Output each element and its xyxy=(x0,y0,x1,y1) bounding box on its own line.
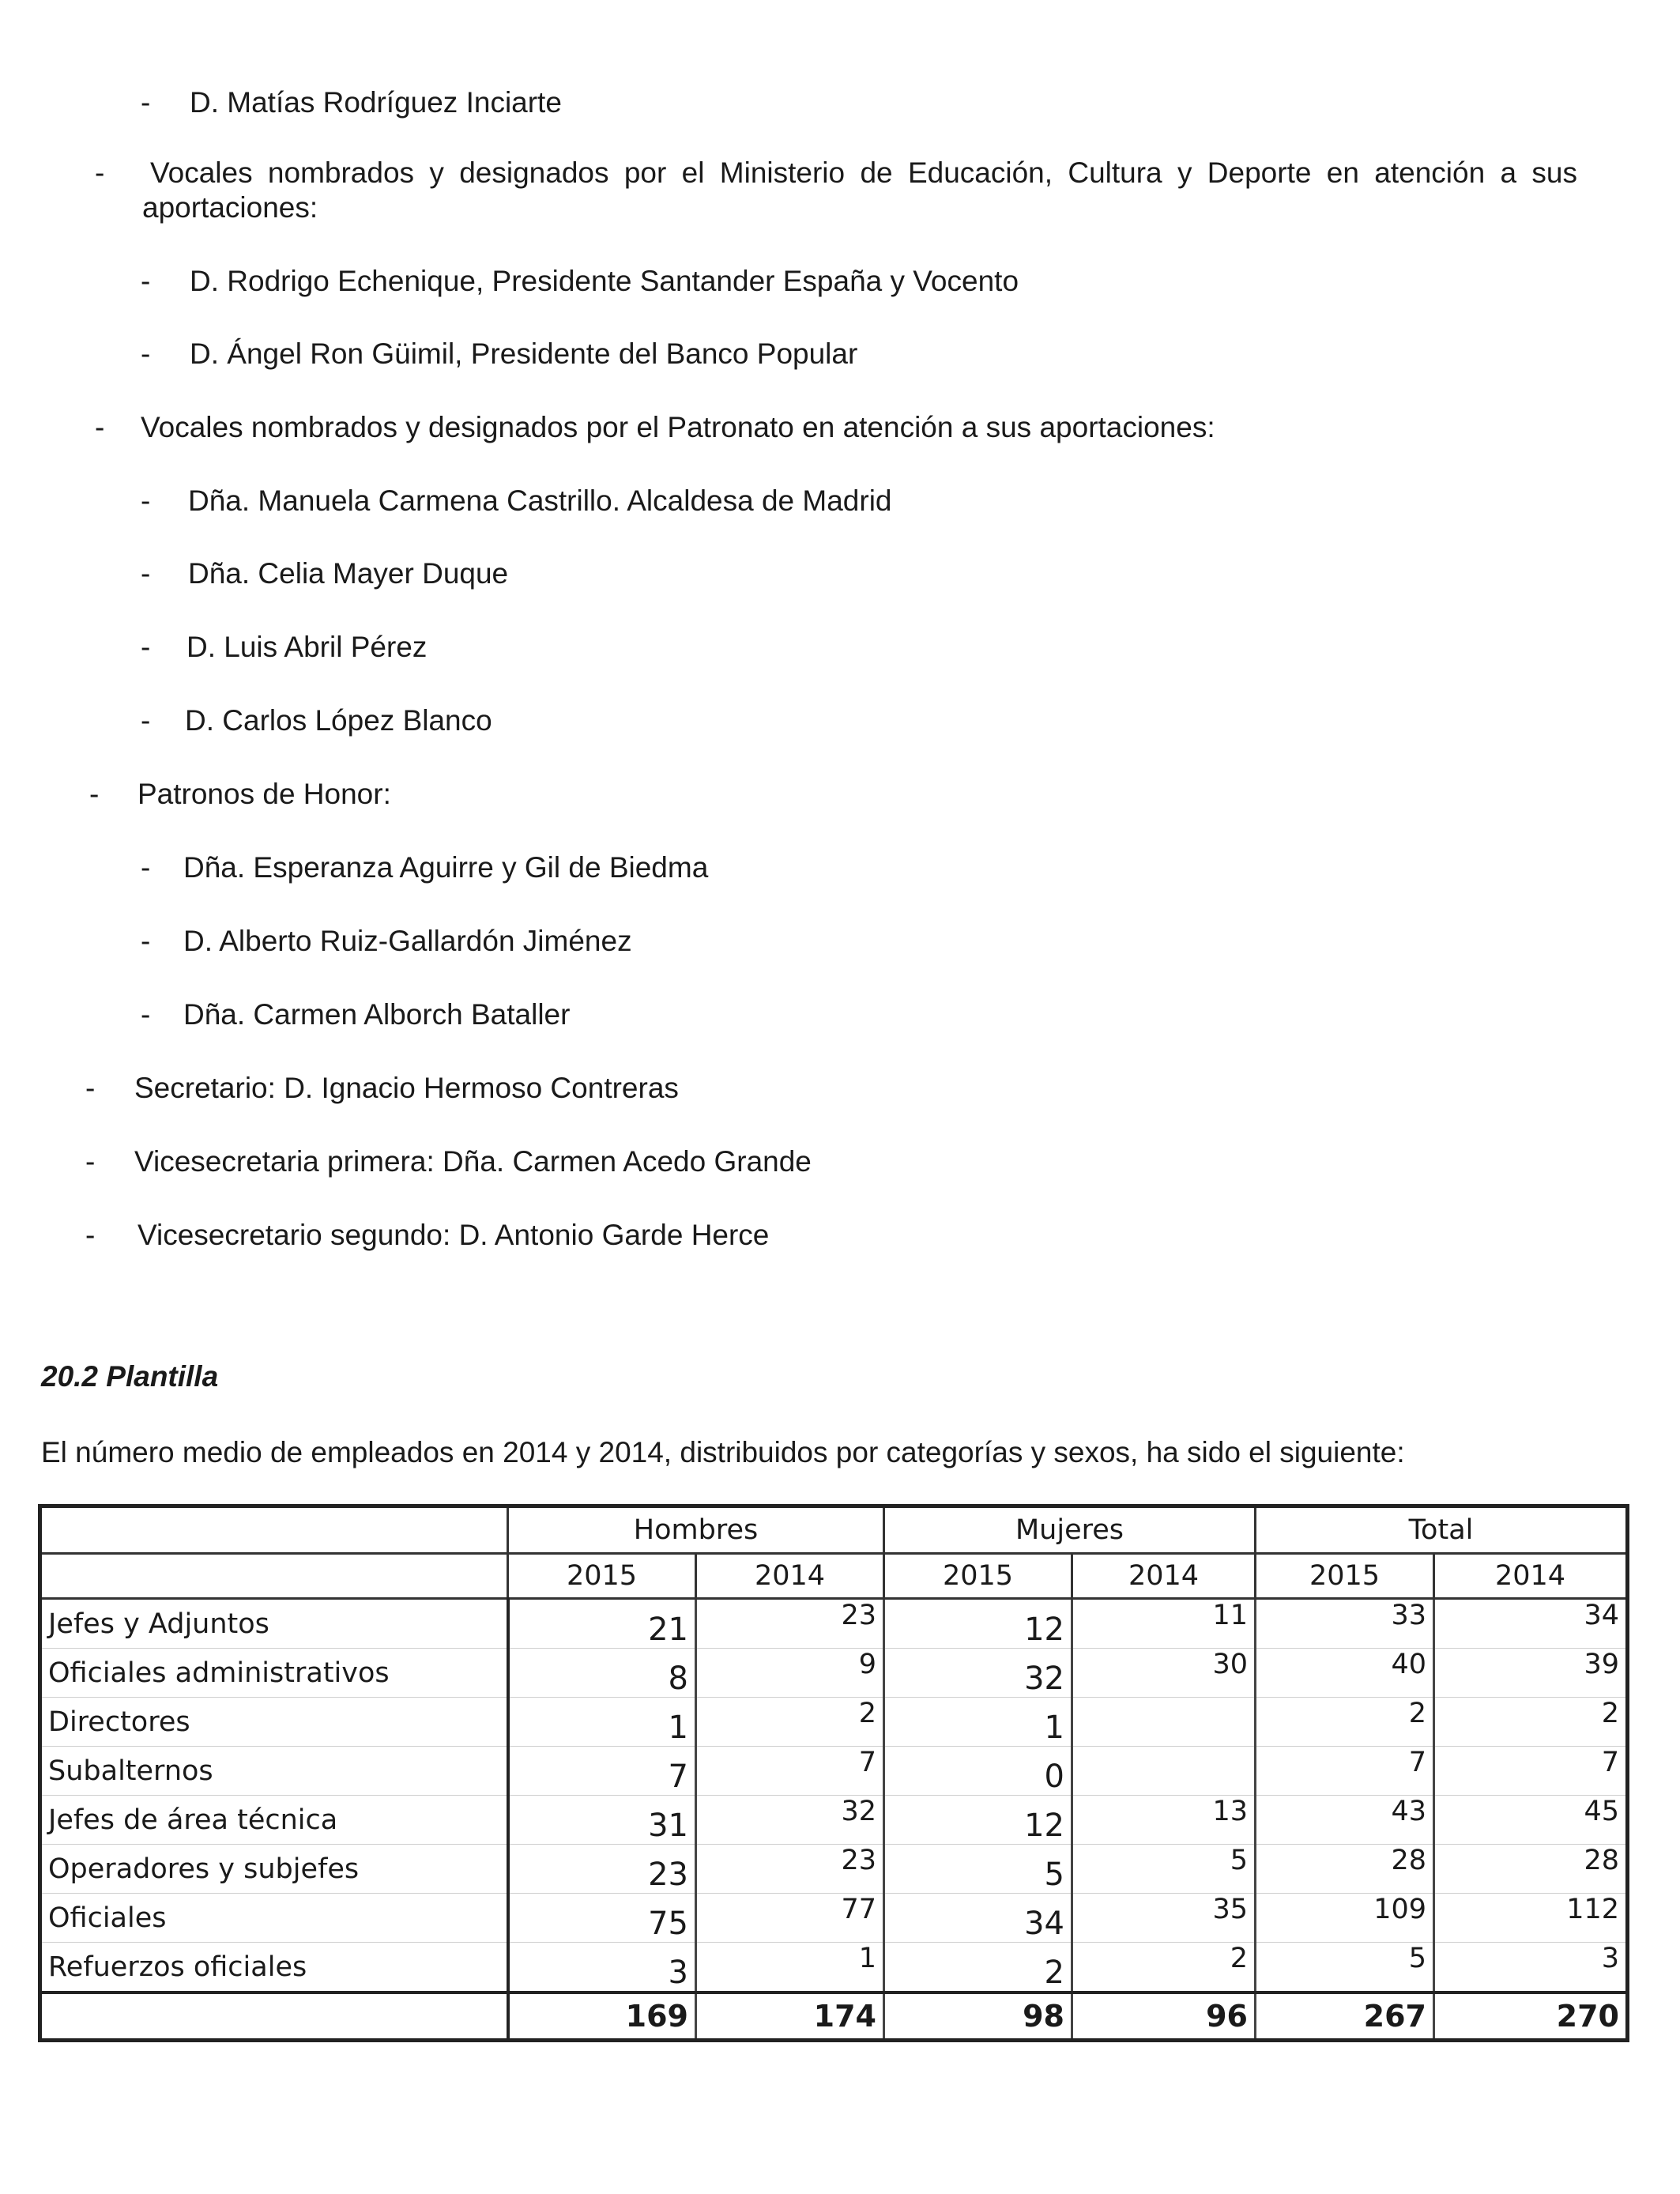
list-dash: - xyxy=(141,998,151,1031)
row-label: Jefes y Adjuntos xyxy=(40,1599,508,1649)
list-dash: - xyxy=(141,265,151,297)
list-dash: - xyxy=(141,484,151,517)
list-dash: - xyxy=(141,925,151,957)
table-row xyxy=(40,1698,1628,1747)
table-cell: 32 xyxy=(884,1649,1072,1698)
list-item: Vicesecretario segundo: D. Antonio Garde Herce xyxy=(137,1219,770,1251)
table-cell: 30 xyxy=(1072,1649,1256,1698)
table-row xyxy=(40,1599,1628,1649)
list-dash: - xyxy=(141,86,151,119)
list-dash: - xyxy=(85,1219,96,1251)
year-header: 2014 xyxy=(696,1554,884,1599)
year-header: 2015 xyxy=(508,1554,696,1599)
row-label: Jefes de área técnica xyxy=(40,1796,508,1845)
list-subitem: D. Carlos López Blanco xyxy=(185,704,492,737)
table-cell: 1 xyxy=(508,1698,696,1747)
table-cell: 109 xyxy=(1256,1894,1434,1943)
list-item: Secretario: D. Ignacio Hermoso Contreras xyxy=(134,1072,679,1104)
table-cell xyxy=(1072,1747,1256,1796)
row-label: Refuerzos oficiales xyxy=(40,1943,508,1993)
group-header-total: Total xyxy=(1256,1506,1628,1554)
list-subitem: Dña. Carmen Alborch Bataller xyxy=(183,998,571,1031)
table-cell: 2 xyxy=(1256,1698,1434,1747)
table-cell: 3 xyxy=(508,1943,696,1993)
list-subitem: D. Ángel Ron Güimil, Presidente del Banco Popular xyxy=(190,337,858,370)
list-dash: - xyxy=(85,1072,96,1104)
list-item: Vocales nombrados y designados por el Ministerio de Educación, Cultura y Deporte en atención a sus aportaciones: xyxy=(142,156,1577,224)
table-cell: 5 xyxy=(1256,1943,1434,1993)
list-subitem: Dña. Manuela Carmena Castrillo. Alcaldesa de Madrid xyxy=(188,484,892,517)
table-cell: 35 xyxy=(1072,1894,1256,1943)
group-header-men: Hombres xyxy=(508,1506,884,1554)
table-cell: 12 xyxy=(884,1599,1072,1649)
table-cell: 32 xyxy=(696,1796,884,1845)
table-cell: 8 xyxy=(508,1649,696,1698)
list-subitem: D. Rodrigo Echenique, Presidente Santander España y Vocento xyxy=(190,265,1019,297)
table-cell: 7 xyxy=(1434,1747,1628,1796)
table-cell: 7 xyxy=(696,1747,884,1796)
table-cell: 11 xyxy=(1072,1599,1256,1649)
table-cell: 1 xyxy=(884,1698,1072,1747)
list-item: Patronos de Honor: xyxy=(137,778,391,810)
table-corner-lower xyxy=(40,1554,508,1599)
table-cell: 0 xyxy=(884,1747,1072,1796)
table-cell: 40 xyxy=(1256,1649,1434,1698)
section-intro: El número medio de empleados en 2014 y 2014, distribuidos por categorías y sexos, ha sido el siguiente: xyxy=(41,1436,1405,1468)
list-dash: - xyxy=(141,704,151,737)
year-header: 2015 xyxy=(1256,1554,1434,1599)
year-header: 2014 xyxy=(1072,1554,1256,1599)
year-header: 2014 xyxy=(1434,1554,1628,1599)
table-cell: 23 xyxy=(696,1599,884,1649)
table-cell: 9 xyxy=(696,1649,884,1698)
list-item: Vicesecretaria primera: Dña. Carmen Acedo Grande xyxy=(134,1145,812,1178)
table-cell: 2 xyxy=(1434,1698,1628,1747)
table-cell: 77 xyxy=(696,1894,884,1943)
table-cell: 7 xyxy=(508,1747,696,1796)
table-cell: 21 xyxy=(508,1599,696,1649)
table-cell: 34 xyxy=(1434,1599,1628,1649)
total-cell: 96 xyxy=(1072,1992,1256,2041)
total-cell: 267 xyxy=(1256,1992,1434,2041)
list-dash: - xyxy=(141,337,151,370)
table-cell: 45 xyxy=(1434,1796,1628,1845)
table-cell xyxy=(1072,1698,1256,1747)
total-cell: 169 xyxy=(508,1992,696,2041)
list-dash: - xyxy=(141,631,151,663)
list-dash: - xyxy=(141,851,151,884)
table-row xyxy=(40,1943,1628,1993)
section-heading: 20.2 Plantilla xyxy=(41,1360,219,1393)
list-item: Vocales nombrados y designados por el Patronato en atención a sus aportaciones: xyxy=(141,411,1215,443)
table-cell: 23 xyxy=(508,1845,696,1894)
totals-row xyxy=(40,1992,1628,2041)
table-row xyxy=(40,1796,1628,1845)
table-cell: 34 xyxy=(884,1894,1072,1943)
row-label: Oficiales administrativos xyxy=(40,1649,508,1698)
list-dash: - xyxy=(141,557,151,590)
table-row xyxy=(40,1845,1628,1894)
staff-table xyxy=(38,1504,1629,2042)
table-cell: 2 xyxy=(1072,1943,1256,1993)
table-cell: 33 xyxy=(1256,1599,1434,1649)
list-subitem: D. Matías Rodríguez Inciarte xyxy=(190,86,562,119)
table-cell: 112 xyxy=(1434,1894,1628,1943)
table-row xyxy=(40,1747,1628,1796)
table-cell: 2 xyxy=(696,1698,884,1747)
table-cell: 43 xyxy=(1256,1796,1434,1845)
row-label: Oficiales xyxy=(40,1894,508,1943)
table-cell: 3 xyxy=(1434,1943,1628,1993)
list-subitem: Dña. Celia Mayer Duque xyxy=(188,557,509,590)
table-cell: 13 xyxy=(1072,1796,1256,1845)
table-row xyxy=(40,1649,1628,1698)
table-cell: 2 xyxy=(884,1943,1072,1993)
group-header-women: Mujeres xyxy=(884,1506,1256,1554)
table-cell: 5 xyxy=(1072,1845,1256,1894)
total-cell: 270 xyxy=(1434,1992,1628,2041)
table-cell: 31 xyxy=(508,1796,696,1845)
year-header: 2015 xyxy=(884,1554,1072,1599)
table-cell: 39 xyxy=(1434,1649,1628,1698)
list-subitem: Dña. Esperanza Aguirre y Gil de Biedma xyxy=(183,851,709,884)
table-row xyxy=(40,1894,1628,1943)
table-corner xyxy=(40,1506,508,1554)
row-label: Subalternos xyxy=(40,1747,508,1796)
list-dash: - xyxy=(89,778,100,810)
totals-label xyxy=(40,1992,508,2041)
row-label: Directores xyxy=(40,1698,508,1747)
table-cell: 5 xyxy=(884,1845,1072,1894)
list-subitem: D. Alberto Ruiz-Gallardón Jiménez xyxy=(183,925,632,957)
table-cell: 28 xyxy=(1256,1845,1434,1894)
table-cell: 1 xyxy=(696,1943,884,1993)
list-dash: - xyxy=(85,1145,96,1178)
table-cell: 12 xyxy=(884,1796,1072,1845)
total-cell: 98 xyxy=(884,1992,1072,2041)
list-dash: - xyxy=(95,156,105,189)
table-cell: 28 xyxy=(1434,1845,1628,1894)
row-label: Operadores y subjefes xyxy=(40,1845,508,1894)
table-cell: 75 xyxy=(508,1894,696,1943)
table-cell: 23 xyxy=(696,1845,884,1894)
total-cell: 174 xyxy=(696,1992,884,2041)
table-cell: 7 xyxy=(1256,1747,1434,1796)
list-subitem: D. Luis Abril Pérez xyxy=(186,631,428,663)
list-dash: - xyxy=(95,411,105,443)
